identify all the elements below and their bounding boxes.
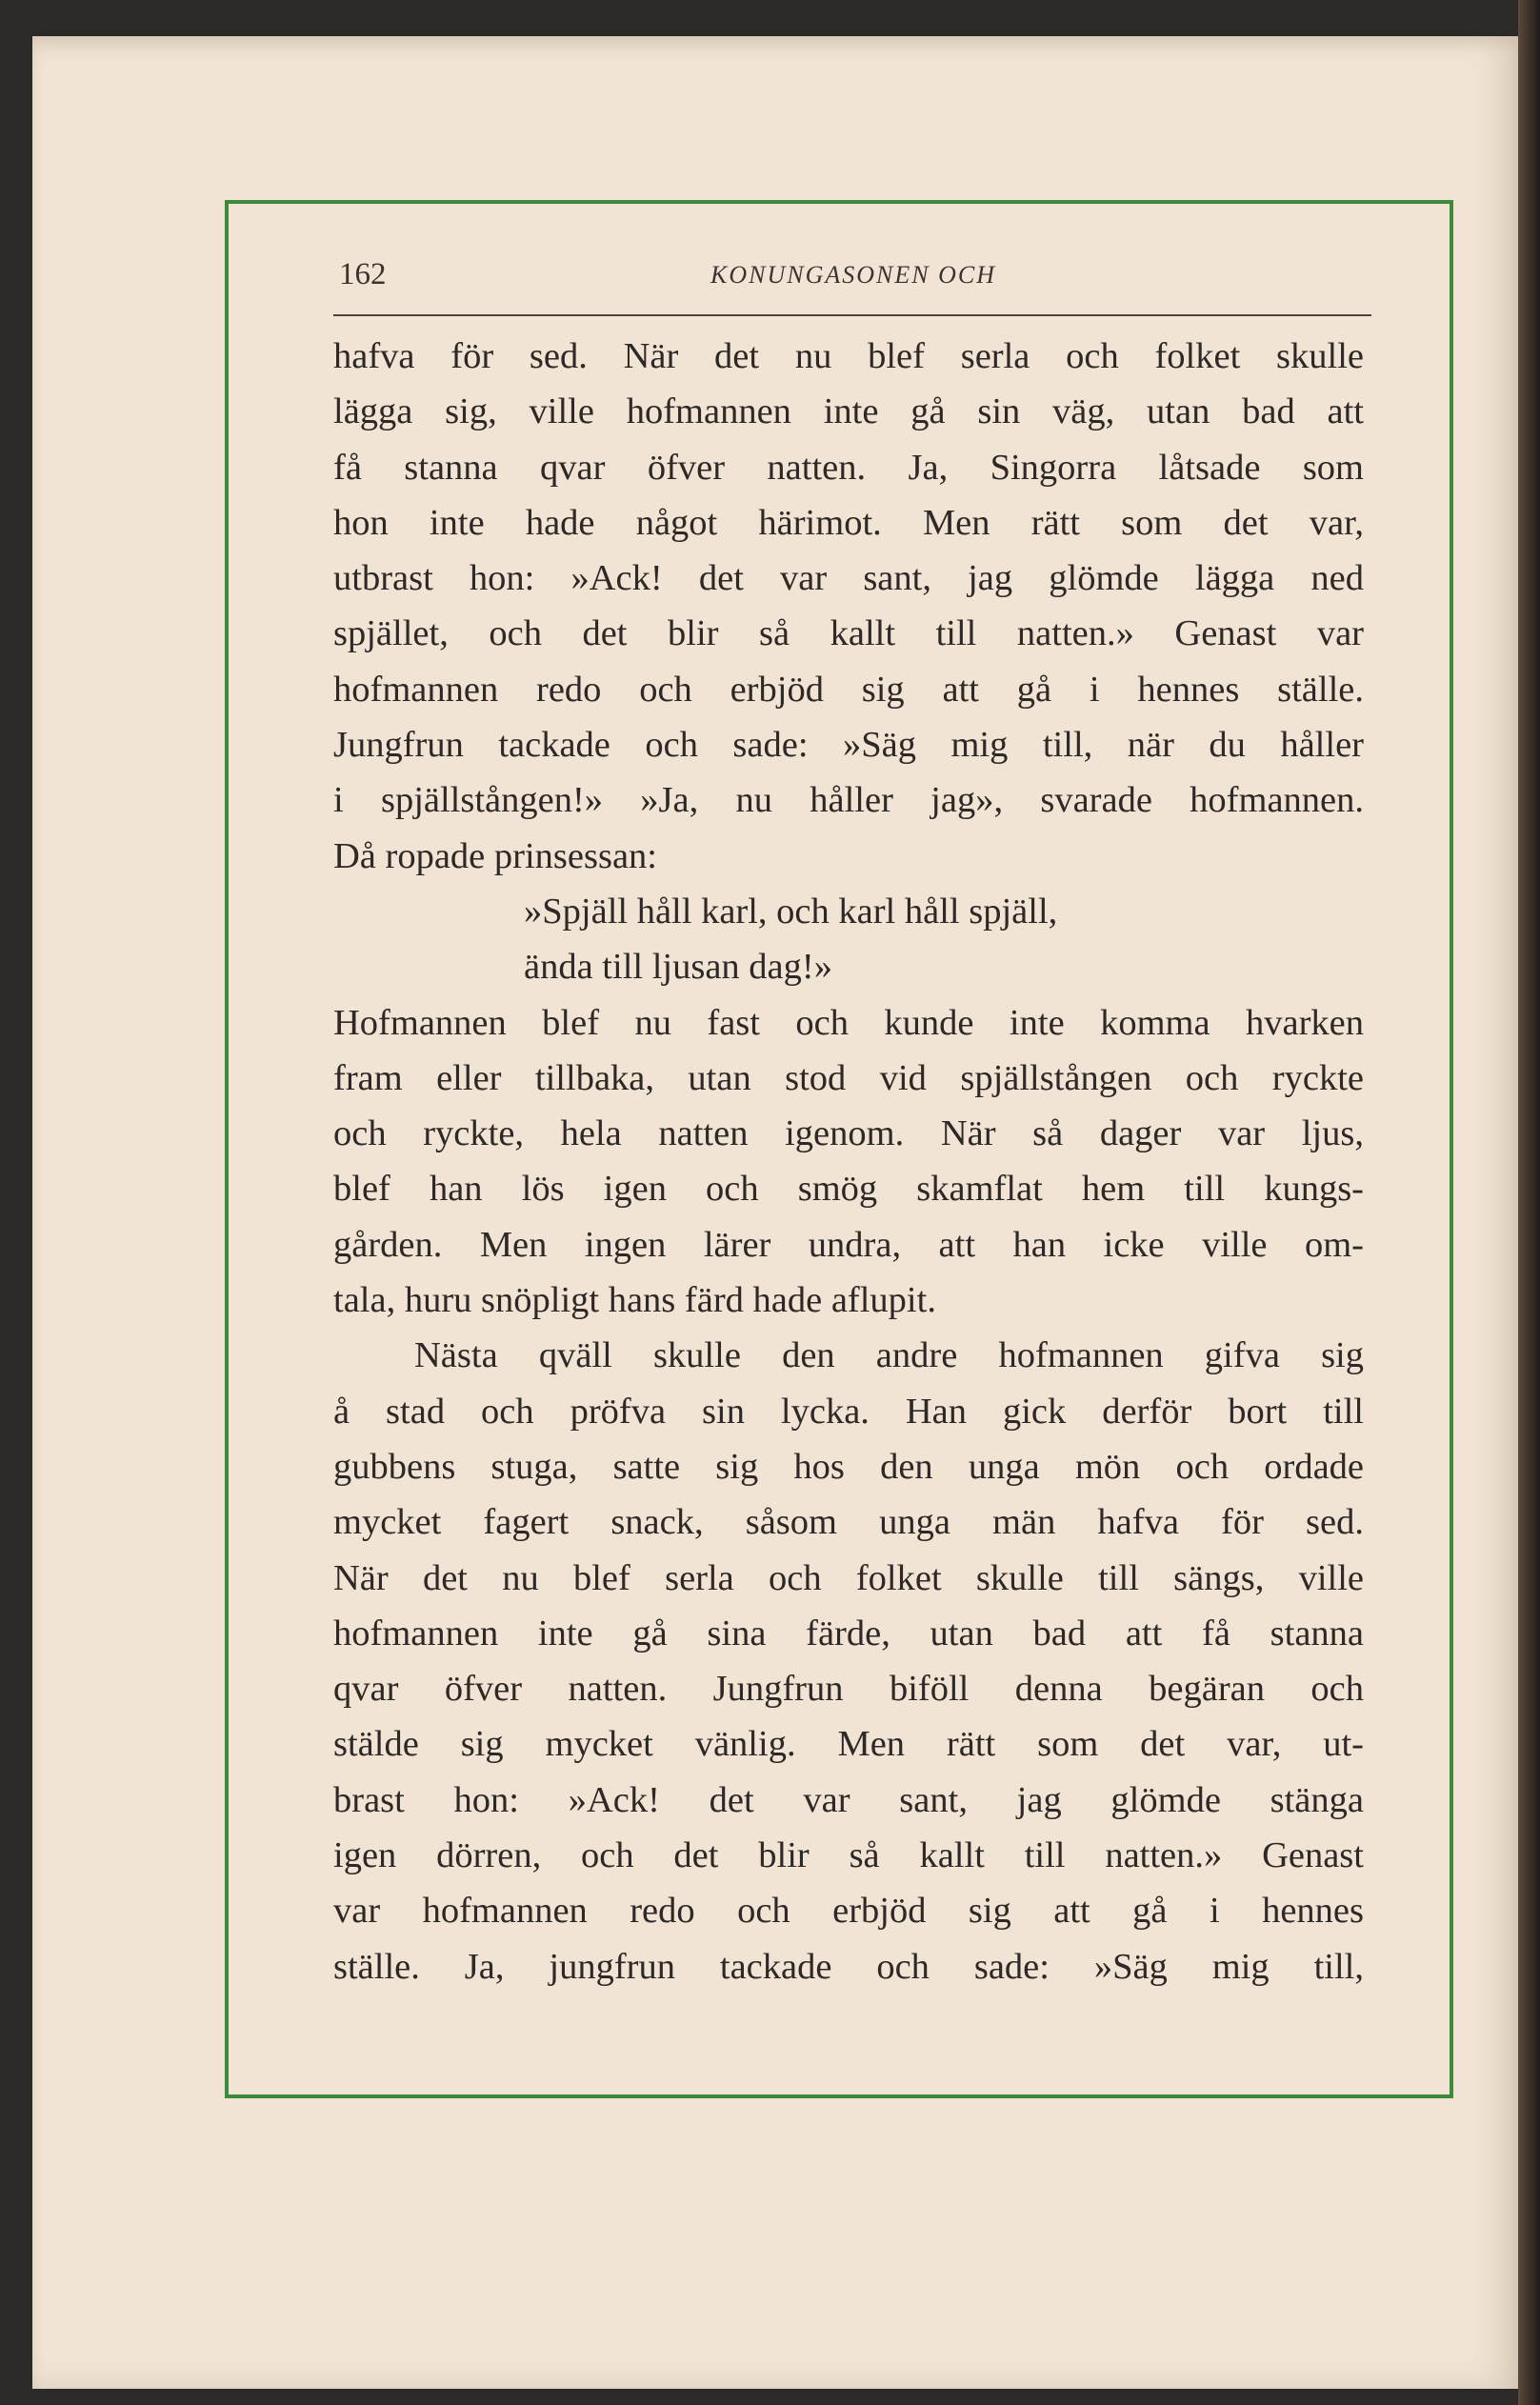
text-line: hon inte hade något härimot. Men rätt som det var,: [333, 502, 1364, 543]
text-line: igen dörren, och det blir så kallt till natten.» Genast: [333, 1835, 1364, 1876]
text-line: få stanna qvar öfver natten. Ja, Singorra låtsade som: [333, 447, 1364, 488]
text-line: Hofmannen blef nu fast och kunde inte komma hvarken: [333, 1002, 1364, 1043]
running-head: KONUNGASONEN OCH: [710, 261, 996, 289]
text-line: stälde sig mycket vänlig. Men rätt som det var, ut-: [333, 1724, 1364, 1765]
text-line: qvar öfver natten. Jungfrun biföll denna begäran och: [333, 1669, 1364, 1710]
text-line: brast hon: »Ack! det var sant, jag glömde stänga: [333, 1779, 1364, 1820]
text-line: i spjällstången!» »Ja, nu håller jag», svarade hofmannen.: [333, 780, 1364, 821]
text-line: var hofmannen redo och erbjöd sig att gå i hennes: [333, 1891, 1364, 1932]
text-line: blef han lös igen och smög skamflat hem till kungs-: [333, 1169, 1364, 1210]
header-rule: [333, 314, 1371, 316]
text-line: fram eller tillbaka, utan stod vid spjällstången och ryckte: [333, 1057, 1364, 1098]
text-line: gården. Men ingen lärer undra, att han icke ville om-: [333, 1224, 1364, 1265]
book-spine: [1518, 0, 1540, 2405]
page-number: 162: [339, 257, 387, 291]
verse-line: ända till ljusan dag!»: [524, 947, 832, 988]
text-line: hafva för sed. När det nu blef serla och folket skulle: [333, 336, 1364, 376]
text-line: spjället, och det blir så kallt till natten.» Genast var: [333, 613, 1364, 654]
text-line: Nästa qväll skulle den andre hofmannen gifva sig: [414, 1335, 1364, 1376]
text-line: Jungfrun tackade och sade: »Säg mig till, när du håller: [333, 725, 1364, 766]
body-text: [333, 329, 1364, 1994]
text-line: utbrast hon: »Ack! det var sant, jag glömde lägga ned: [333, 558, 1364, 599]
text-line: och ryckte, hela natten igenom. När så dager var ljus,: [333, 1113, 1364, 1154]
text-line: gubbens stuga, satte sig hos den unga mön och ordade: [333, 1446, 1364, 1487]
text-line: tala, huru snöpligt hans färd hade aflupit.: [333, 1280, 936, 1321]
text-line: hofmannen redo och erbjöd sig att gå i hennes ställe.: [333, 669, 1364, 710]
text-line: ställe. Ja, jungfrun tackade och sade: »Säg mig till,: [333, 1946, 1364, 1987]
text-line: lägga sig, ville hofmannen inte gå sin väg, utan bad att: [333, 391, 1364, 432]
page-header: [320, 250, 1387, 307]
text-line: å stad och pröfva sin lycka. Han gick derför bort till: [333, 1391, 1364, 1432]
text-line: hofmannen inte gå sina färde, utan bad att få stanna: [333, 1613, 1364, 1653]
text-line: När det nu blef serla och folket skulle till sängs, ville: [333, 1557, 1364, 1598]
text-line: Då ropade prinsessan:: [333, 835, 657, 876]
text-line: mycket fagert snack, såsom unga män hafva för sed.: [333, 1502, 1364, 1543]
verse-line: »Spjäll håll karl, och karl håll spjäll,: [524, 891, 1058, 932]
